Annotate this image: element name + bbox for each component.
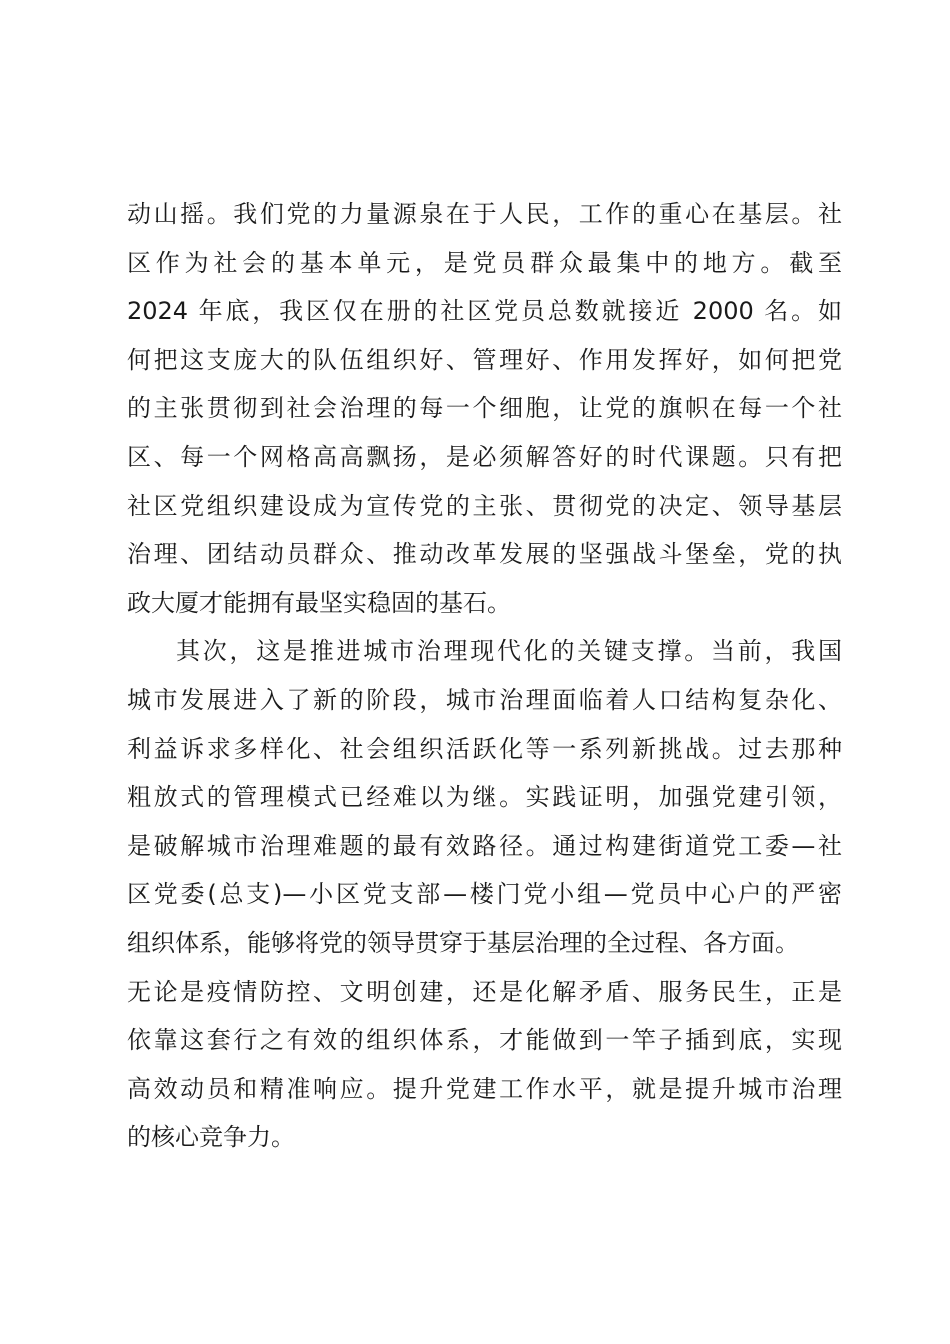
paragraph-2-line: 组织体系，能够将党的领导贯穿于基层治理的全过程、各方面。 [127,928,799,957]
paragraph-2-line: 无论是疫情防控、文明创建，还是化解矛盾、服务民生，正是 [127,977,842,1006]
paragraph-1-last-line: 政大厦才能拥有最坚实稳固的基石。 [127,588,511,617]
paragraph-2-line: 区党委(总支)—小区党支部—楼门党小组—党员中心户的严密 [127,880,842,909]
paragraph-2-line: 是破解城市治理难题的最有效路径。通过构建街道党工委—社 [127,831,842,860]
paragraph-1-line: 区、每一个网格高高飘扬，是必须解答好的时代课题。只有把 [127,442,842,471]
paragraph-1-line: 动山摇。我们党的力量源泉在于人民，工作的重心在基层。社 [127,200,842,228]
paragraph-1-line: 治理、团结动员群众、推动改革发展的坚强战斗堡垒，党的执 [127,540,842,569]
paragraph-1-line: 区作为社会的基本单元，是党员群众最集中的地方。截至 [127,248,842,277]
paragraph-2-line: 粗放式的管理模式已经难以为继。实践证明，加强党建引领， [127,783,842,812]
paragraph-2-line: 利益诉求多样化、社会组织活跃化等一系列新挑战。过去那种 [127,734,842,763]
paragraph-1-line: 何把这支庞大的队伍组织好、管理好、作用发挥好，如何把党 [127,345,842,374]
body-text [127,190,842,1162]
paragraph-1-line: 的主张贯彻到社会治理的每一个细胞，让党的旗帜在每一个社 [127,394,842,423]
paragraph-2-line: 高效动员和精准响应。提升党建工作水平，就是提升城市治理 [127,1074,842,1103]
paragraph-1-line: 社区党组织建设成为宣传党的主张、贯彻党的决定、领导基层 [127,491,842,520]
paragraph-2-last-line: 的核心竞争力。 [127,1123,295,1152]
paragraph-1-line: 2024 年底，我区仅在册的社区党员总数就接近 2000 名。如 [127,297,842,326]
paragraph-2-line: 依靠这套行之有效的组织体系，才能做到一竿子插到底，实现 [127,1026,842,1055]
paragraph-2-line: 城市发展进入了新的阶段，城市治理面临着人口结构复杂化、 [127,685,842,714]
paragraph-2-first-line: 其次，这是推进城市治理现代化的关键支撑。当前，我国 [176,637,842,666]
